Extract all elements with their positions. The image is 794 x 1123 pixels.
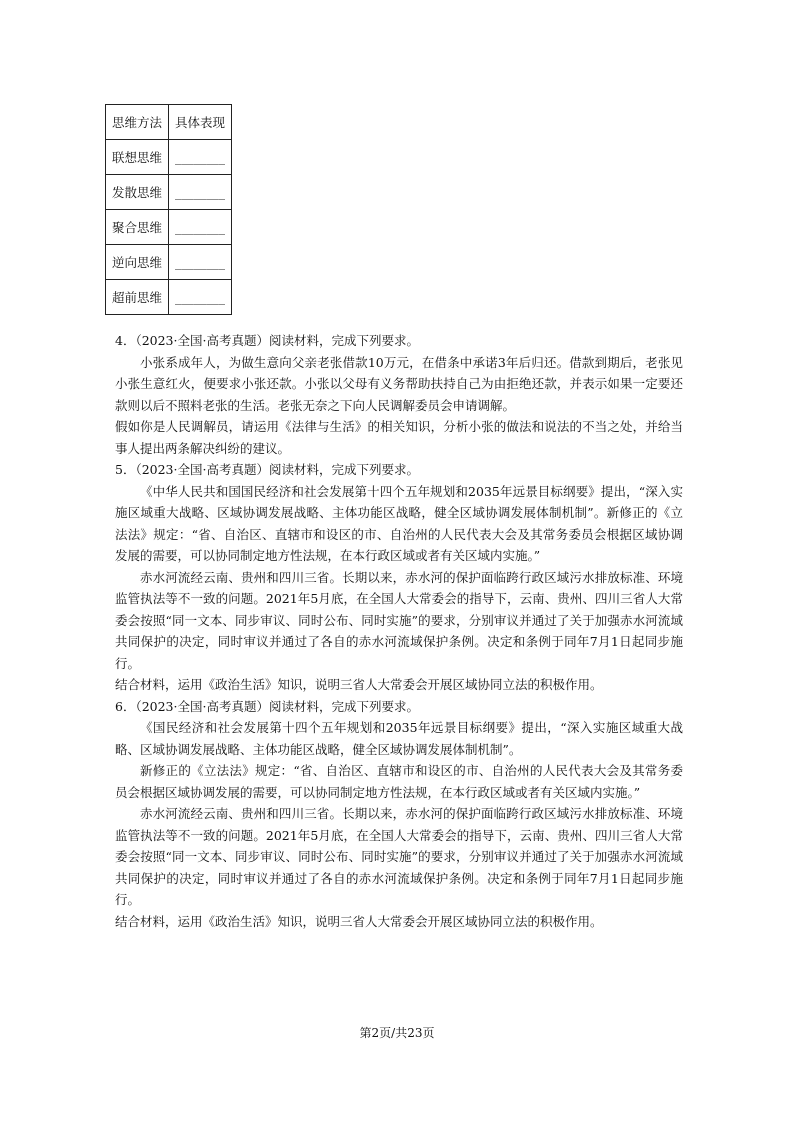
table-cell-method: 联想思维 <box>106 140 169 175</box>
question-4-material: 小张系成年人，为做生意向父亲老张借款10万元，在借条中承诺3年后归还。借款到期后，老张见小张生意红火，便要求小张还款。小张以父母有义务帮助扶持自己为由拒绝还款，并表示如果一定要还款则以后不照料老张的生活。老张无奈之下向人民调解委员会申请调解。 <box>115 354 683 413</box>
table-cell-method: 发散思维 <box>106 175 169 210</box>
question-5-material-2: 赤水河流经云南、贵州和四川三省。长期以来，赤水河的保护面临跨行政区域污水排放标准、环境监管执法等不一致的问题。2021年5月底，在全国人大常委会的指导下，云南、贵州、四川三省人大常委会按照“同一文本、同步审议、同时公布、同时实施”的要求，分别审议并通过了关于加强赤水河流域共同保护的决定，同时审议并通过了各自的赤水河流域保护条例。决定和条例于同年7月1日起同步施行。 <box>115 569 683 671</box>
question-5-material-1: 《中华人民共和国国民经济和社会发展第十四个五年规划和2035年远景目标纲要》提出，“深入实施区域重大战略、区域协调发展战略、主体功能区战略，健全区域协调发展体制机制”。新修正的《立法法》规定：“省、自治区、直辖市和设区的市、自治州的人民代表大会及其常务委员会根据区域协调发展的需要，可以协同制定地方性法规，在本行政区域或者有关区域内实施。” <box>115 483 683 563</box>
table-cell-blank: ________ <box>169 245 232 280</box>
table-row <box>106 210 232 245</box>
question-4-header: 4．（2023·全国·高考真题）阅读材料，完成下列要求。 <box>115 333 419 348</box>
table-header-method: 思维方法 <box>106 105 169 140</box>
question-4 <box>115 330 683 459</box>
table-cell-blank: ________ <box>169 175 232 210</box>
table-cell-method: 超前思维 <box>106 280 169 315</box>
question-5-task: 结合材料，运用《政治生活》知识，说明三省人大常委会开展区域协同立法的积极作用。 <box>115 677 603 692</box>
question-5-header: 5．（2023·全国·高考真题）阅读材料，完成下列要求。 <box>115 462 419 477</box>
table-cell-method: 逆向思维 <box>106 245 169 280</box>
question-6-task: 结合材料，运用《政治生活》知识，说明三省人大常委会开展区域协同立法的积极作用。 <box>115 913 603 929</box>
table-header-row <box>106 105 232 140</box>
table-cell-blank: ________ <box>169 280 232 315</box>
table-header-expression: 具体表现 <box>169 105 232 140</box>
table-cell-blank: ________ <box>169 140 232 175</box>
page-number: 第2页/共23页 <box>359 1026 435 1040</box>
thinking-method-table <box>105 104 232 315</box>
question-5 <box>115 459 683 696</box>
question-6-material-3: 赤水河流经云南、贵州和四川三省。长期以来，赤水河的保护面临跨行政区域污水排放标准、环境监管执法等不一致的问题。2021年5月底，在全国人大常委会的指导下，云南、贵州、四川三省人大常委会按照“同一文本、同步审议、同时公布、同时实施”的要求，分别审议并通过了关于加强赤水河流域共同保护的决定，同时审议并通过了各自的赤水河流域保护条例。决定和条例于同年7月1日起同步施行。 <box>115 806 683 907</box>
table-row <box>106 140 232 175</box>
question-6-header: 6．（2023·全国·高考真题）阅读材料，完成下列要求。 <box>115 698 419 714</box>
table-cell-method: 聚合思维 <box>106 210 169 245</box>
table-row <box>106 245 232 280</box>
table-row <box>106 175 232 210</box>
questions-content <box>115 330 683 932</box>
question-6 <box>115 696 683 933</box>
question-6-material-1: 《国民经济和社会发展第十四个五年规划和2035年远景目标纲要》提出，“深入实施区域重大战略、区域协调发展战略、主体功能区战略，健全区域协调发展体制机制”。 <box>115 720 683 757</box>
table-row <box>106 280 232 315</box>
question-4-task: 假如你是人民调解员，请运用《法律与生活》的相关知识，分析小张的做法和说法的不当之处，并给当事人提出两条解决纠纷的建议。 <box>115 419 683 456</box>
question-6-material-2: 新修正的《立法法》规定：“省、自治区、直辖市和设区的市、自治州的人民代表大会及其常务委员会根据区域协调发展的需要，可以协同制定地方性法规，在本行政区域或者有关区域内实施。” <box>115 763 683 800</box>
table-cell-blank: ________ <box>169 210 232 245</box>
